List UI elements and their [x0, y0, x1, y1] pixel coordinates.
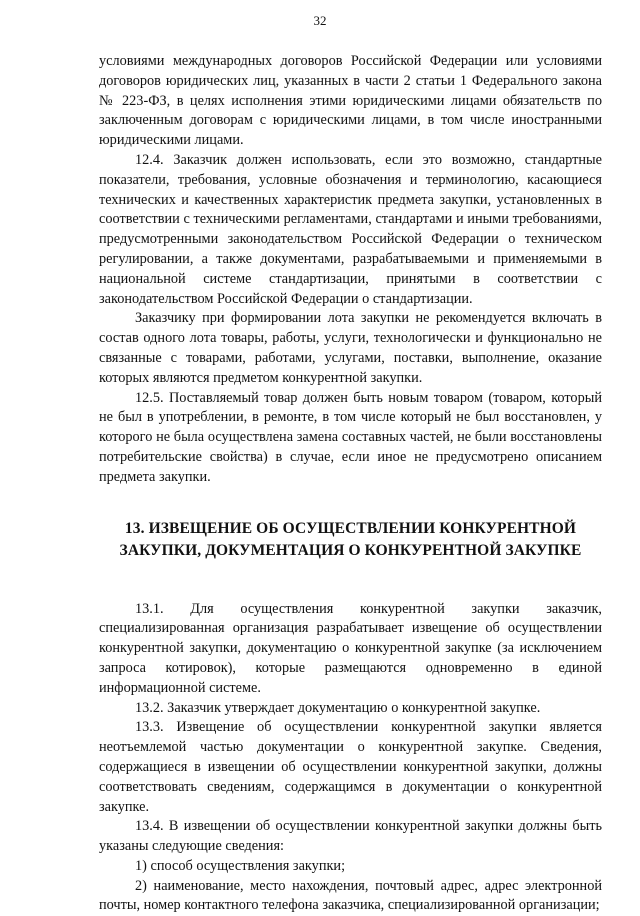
section-13-heading: [99, 518, 602, 562]
document-body: [99, 52, 602, 916]
paragraph-12-4: 12.4. Заказчик должен использовать, если это возможно, стандартные показатели, требования, условные обозначения и терминологию, касающиеся технических и качественных характеристик предмета закупки, установленных в соответствии с техническими регламентами, стандартами и иными требованиями, предусмотренными законодательством Российской Федерации о техническом регулировании, а также документами, разрабатываемыми и применяемыми в национальной системе стандартизации, принятыми в соответствии с законодательством Российской Федерации о стандартизации.: [99, 151, 602, 307]
page-number: 32: [313, 13, 327, 28]
section-heading-line-2: ЗАКУПКИ, ДОКУМЕНТАЦИЯ О КОНКУРЕНТНОЙ ЗАКУПКЕ: [119, 541, 582, 559]
section-heading-line-1: 13. ИЗВЕЩЕНИЕ ОБ ОСУЩЕСТВЛЕНИИ КОНКУРЕНТНОЙ: [124, 519, 577, 537]
list-item-2: 2) наименование, место нахождения, почтовый адрес, адрес электронной почты, номер контактного телефона заказчика, специализированной организации;: [99, 877, 602, 914]
paragraph-13-1: 13.1. Для осуществления конкурентной закупки заказчик, специализированная организация разрабатывает извещение об осуществлении конкурентной закупки, документацию о конкурентной закупке (за исключением запроса котировок), которые размещаются одновременно в единой информационной системе.: [99, 600, 602, 696]
paragraph-13-4: 13.4. В извещении об осуществлении конкурентной закупки должны быть указаны следующие сведения:: [99, 818, 602, 855]
paragraph-lot-formation: Заказчику при формировании лота закупки не рекомендуется включать в состав одного лота товары, работы, услуги, технологически и функционально не связанные с товарами, работами, услугами, поставки, выполнение, оказание которых являются предметом конкурентной закупки.: [99, 310, 602, 386]
list-item-1: 1) способ осуществления закупки;: [135, 857, 346, 874]
paragraph-13-2: 13.2. Заказчик утверждает документацию о конкурентной закупке.: [135, 699, 541, 716]
paragraph-continuation: условиями международных договоров Российской Федерации или условиями договоров юридических лиц, указанных в части 2 статьи 1 Федерального закона № 223-ФЗ, в целях исполнения этими юридическими лицами обязательств по заключенным договорам с юридическими лицами, в том числе иностранными юридическими лицами.: [99, 53, 602, 149]
paragraph-12-5: 12.5. Поставляемый товар должен быть новым товаром (товаром, который не был в употреблении, в ремонте, в том числе который не был восстановлен, у которого не была осуществлена замена составных частей, не были восстановлены потребительские свойства) в случае, если иное не предусмотрено описанием предмета закупки.: [99, 389, 602, 485]
paragraph-13-3: 13.3. Извещение об осуществлении конкурентной закупки является неотъемлемой частью документации о конкурентной закупке. Сведения, содержащиеся в извещении об осуществлении конкурентной закупки, должны соответствовать сведениям, содержащимся в документации о конкурентной закупке.: [99, 719, 602, 815]
